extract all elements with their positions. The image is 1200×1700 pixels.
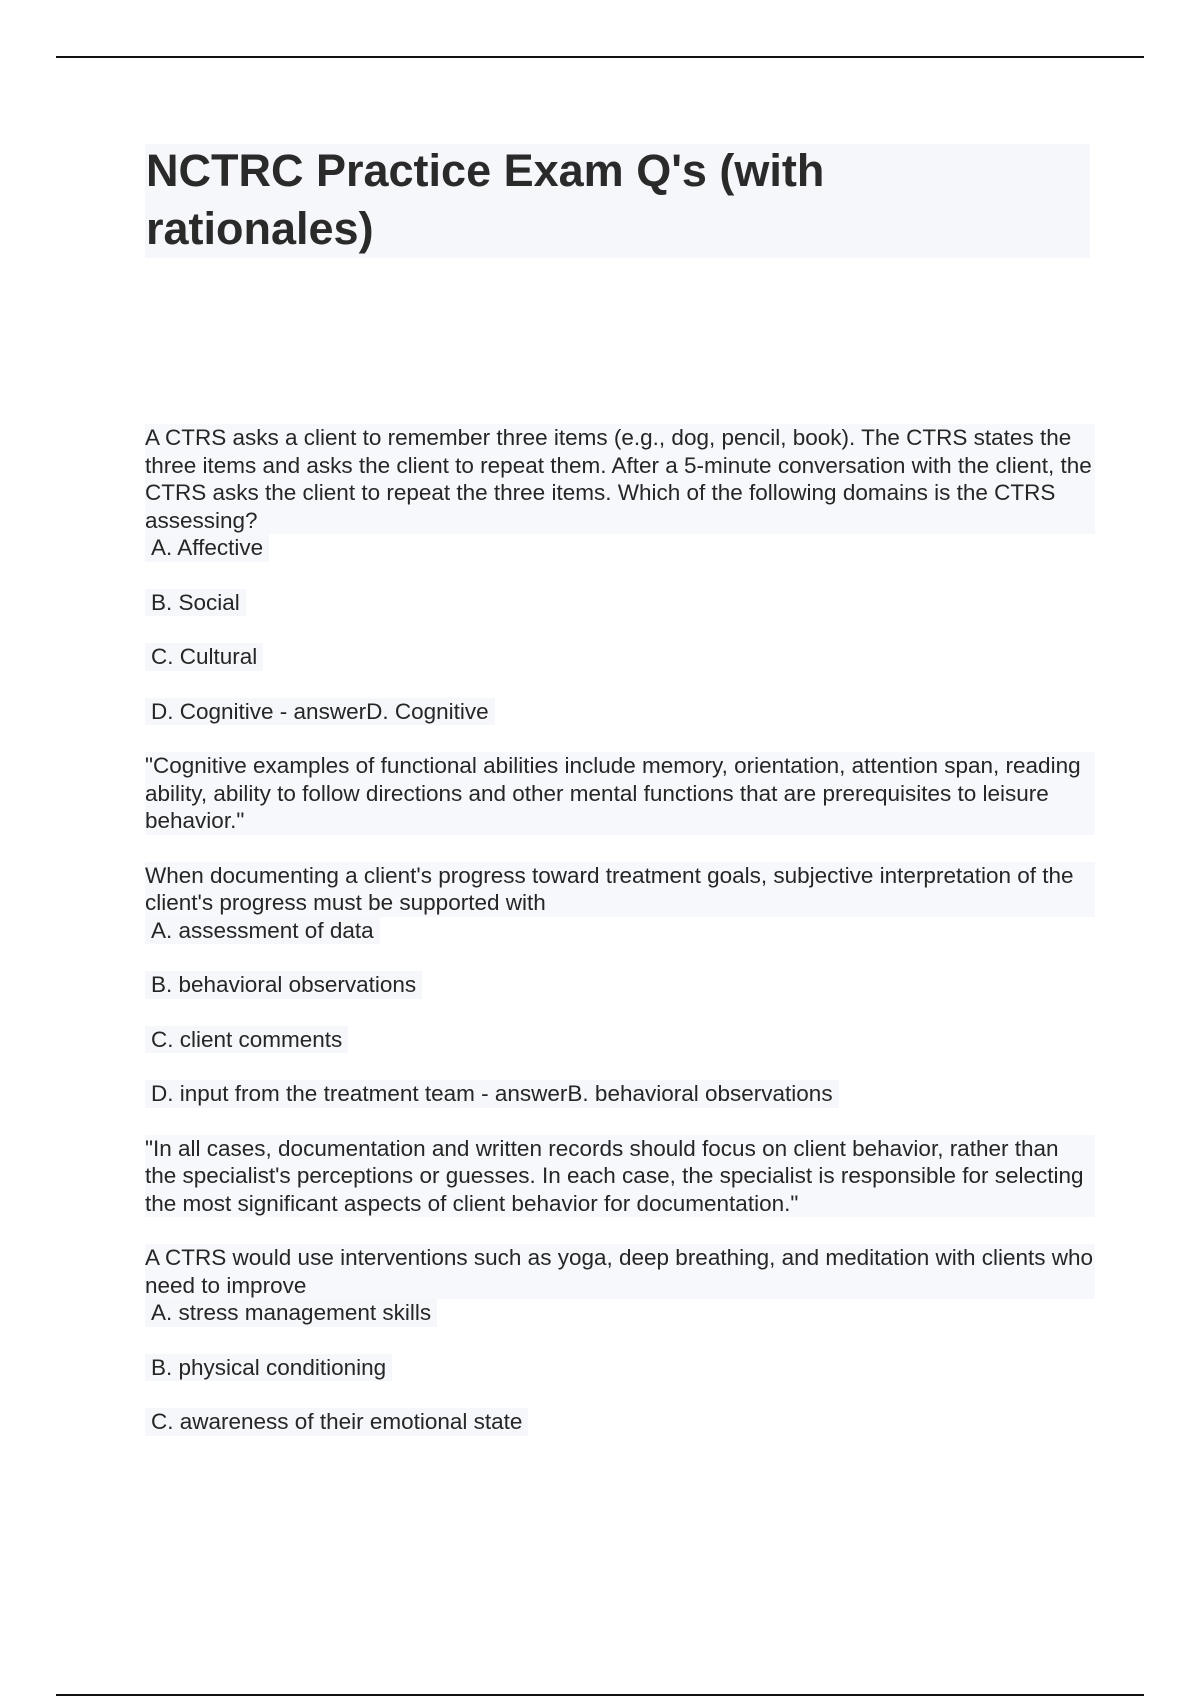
- question-text: When documenting a client's progress toward treatment goals, subjective interpretation of the client's progress must be supported with: [145, 862, 1095, 917]
- rationale-text: "In all cases, documentation and written records should focus on client behavior, rather than the specialist's perceptions or guesses. In each case, the specialist is responsible for selecting the most significant aspects of client behavior for documentation.": [145, 1135, 1095, 1218]
- option-b: B. Social: [145, 589, 246, 617]
- option-a: A. Affective: [145, 534, 269, 562]
- option-row: [145, 1080, 1095, 1108]
- question-3: [145, 1244, 1095, 1436]
- question-1: [145, 424, 1095, 835]
- option-row: [145, 589, 1095, 617]
- bottom-rule: [56, 1694, 1144, 1696]
- question-text: A CTRS would use interventions such as yoga, deep breathing, and meditation with clients who need to improve: [145, 1245, 1094, 1298]
- option-a: A. assessment of data: [145, 917, 380, 945]
- question-2: [145, 862, 1095, 1218]
- option-c: C. client comments: [145, 1026, 348, 1054]
- option-row: [145, 1408, 1095, 1436]
- option-b: B. physical conditioning: [145, 1354, 392, 1382]
- option-c: C. awareness of their emotional state: [145, 1408, 528, 1436]
- option-row: [145, 534, 1095, 562]
- option-c: C. Cultural: [145, 643, 263, 671]
- option-a: A. stress management skills: [145, 1299, 437, 1327]
- page-title: NCTRC Practice Exam Q's (with rationales): [146, 145, 825, 254]
- document-body: [145, 424, 1095, 1436]
- option-b: B. behavioral observations: [145, 971, 422, 999]
- option-row: [145, 643, 1095, 671]
- option-d-answer: D. input from the treatment team - answerB. behavioral observations: [145, 1080, 839, 1108]
- option-d-answer: D. Cognitive - answerD. Cognitive: [145, 698, 495, 726]
- option-row: [145, 1026, 1095, 1054]
- rationale-text: "Cognitive examples of functional abilities include memory, orientation, attention span, reading ability, ability to follow directions and other mental functions that are prerequisites to leisure behavior.": [145, 752, 1095, 835]
- option-row: [145, 698, 1095, 726]
- option-row: [145, 917, 1095, 945]
- question-text: A CTRS asks a client to remember three items (e.g., dog, pencil, book). The CTRS states the three items and asks the client to repeat them. After a 5-minute conversation with the client, the CTRS asks the client to repeat the three items. Which of the following domains is the CTRS assessing?: [145, 424, 1095, 534]
- option-row: [145, 1299, 1095, 1327]
- option-row: [145, 1354, 1095, 1382]
- top-rule: [56, 56, 1144, 58]
- option-row: [145, 971, 1095, 999]
